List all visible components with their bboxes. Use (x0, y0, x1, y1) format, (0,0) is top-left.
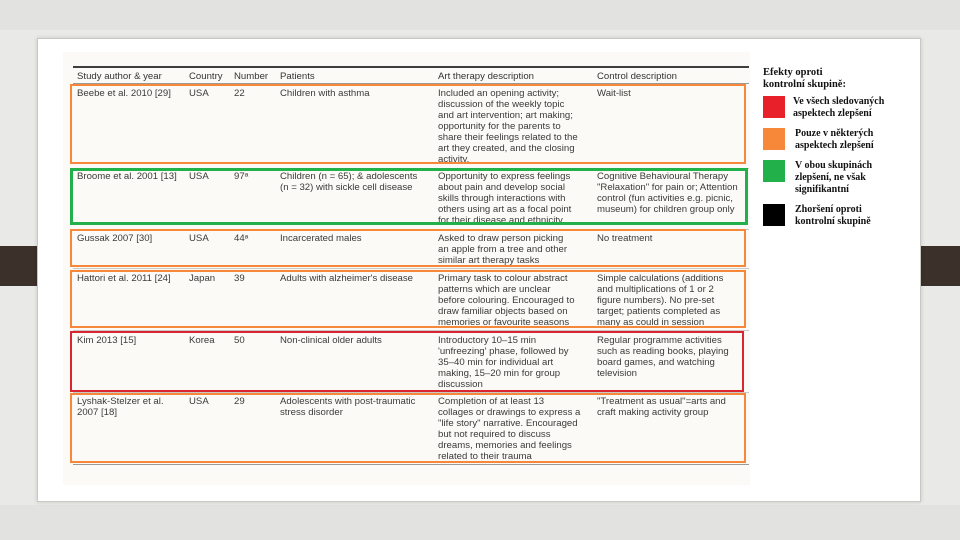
cell-study: Kim 2013 [15] (77, 335, 137, 346)
cell-control: Wait-list (597, 88, 631, 99)
cell-art-therapy: Primary task to colour abstract patterns which are unclear before colouring. Encouraged to draw familiar objects based on memories or favourite seasons (438, 273, 575, 328)
cell-number: 22 (234, 88, 245, 99)
cell-art-therapy: Completion of at least 13 collages or drawings to express a "life story" narrative. Encouraged but not required to discuss dreams, memories and feelings related to their trauma (438, 396, 581, 462)
header-art-therapy: Art therapy description (438, 71, 534, 82)
background-bottom-band (0, 505, 960, 540)
legend-item-black (763, 204, 918, 244)
legend-item-label: Zhoršení oproti kontrolní skupině (795, 204, 871, 227)
cell-study: Hattori et al. 2011 [24] (77, 273, 171, 284)
cell-art-therapy: Opportunity to express feelings about pain and develop social skills through interactions with others using art as a focal point for their disease and ethnicity (438, 171, 572, 226)
row-highlight-box-orange (70, 84, 746, 164)
orange-swatch (763, 128, 785, 150)
cell-control: Cognitive Behavioural Therapy "Relaxation" for pain or; Attention control (fun activities e.g. picnic, museum) for children group only (597, 171, 738, 215)
header-patients: Patients (280, 71, 315, 82)
cell-art-therapy: Introductory 10–15 min 'unfreezing' phase, followed by 35–40 min for individual art making, 15–20 min for group discussion (438, 335, 569, 390)
cell-study: Beebe et al. 2010 [29] (77, 88, 171, 99)
cell-number: 39 (234, 273, 245, 284)
table-bottom-rule (73, 464, 749, 465)
legend-title: Efekty oproti kontrolní skupině: (763, 67, 846, 90)
cell-country: USA (189, 396, 209, 407)
cell-number: 29 (234, 396, 245, 407)
cell-patients: Adolescents with post-traumatic stress disorder (280, 396, 416, 418)
cell-patients: Non-clinical older adults (280, 335, 382, 346)
cell-number: 97ᵃ (234, 171, 249, 182)
cell-control: No treatment (597, 233, 653, 244)
background-top-band (0, 0, 960, 30)
cell-patients: Adults with alzheimer's disease (280, 273, 414, 284)
cell-control: Simple calculations (additions and multiplications of 1 or 2 figure numbers). No pre-set target; patients completed as many as could in session (597, 273, 724, 328)
legend-item-label: V obou skupinách zlepšení, ne však signifikantní (795, 160, 873, 195)
cell-study: Lyshak-Stelzer et al. 2007 [18] (77, 396, 164, 418)
cell-country: Japan (189, 273, 216, 284)
row-highlight-box-orange (70, 229, 746, 267)
row-divider (73, 268, 749, 269)
cell-patients: Children with asthma (280, 88, 370, 99)
cell-control: "Treatment as usual"=arts and craft making activity group (597, 396, 726, 418)
row-highlight-box-orange (70, 393, 746, 463)
black-swatch (763, 204, 785, 226)
header-country: Country (189, 71, 223, 82)
header-control: Control description (597, 71, 677, 82)
cell-patients: Children (n = 65); & adolescents (n = 32) with sickle cell disease (280, 171, 418, 193)
header-number: Number (234, 71, 269, 82)
legend-item-label: Pouze v některých aspektech zlepšení (795, 128, 874, 151)
row-highlight-box-orange (70, 270, 746, 328)
cell-country: Korea (189, 335, 215, 346)
red-swatch (763, 96, 785, 118)
cell-patients: Incarcerated males (280, 233, 362, 244)
cell-art-therapy: Asked to draw person picking an apple from a tree and other similar art therapy tasks (438, 233, 568, 266)
legend-item-label: Ve všech sledovaných aspektech zlepšení (793, 96, 885, 119)
cell-number: 50 (234, 335, 245, 346)
row-highlight-box-red (70, 331, 744, 392)
row-highlight-box-green (70, 168, 748, 225)
cell-control: Regular programme activities such as reading books, playing board games, and watching television (597, 335, 729, 379)
header-study: Study author & year (77, 71, 162, 82)
cell-art-therapy: Included an opening activity; discussion of the weekly topic and art intervention; art making; opportunity for the parents to share their feelings related to the art they created, and the closing activity. (438, 88, 578, 165)
cell-country: USA (189, 88, 209, 99)
legend-item-green (763, 160, 918, 200)
cell-study: Broome et al. 2001 [13] (77, 171, 177, 182)
cell-number: 44ᵃ (234, 233, 249, 244)
cell-country: USA (189, 171, 209, 182)
left-decorative-tab (0, 246, 38, 286)
table-header-top-rule (73, 66, 749, 68)
cell-study: Gussak 2007 [30] (77, 233, 153, 244)
green-swatch (763, 160, 785, 182)
cell-country: USA (189, 233, 209, 244)
